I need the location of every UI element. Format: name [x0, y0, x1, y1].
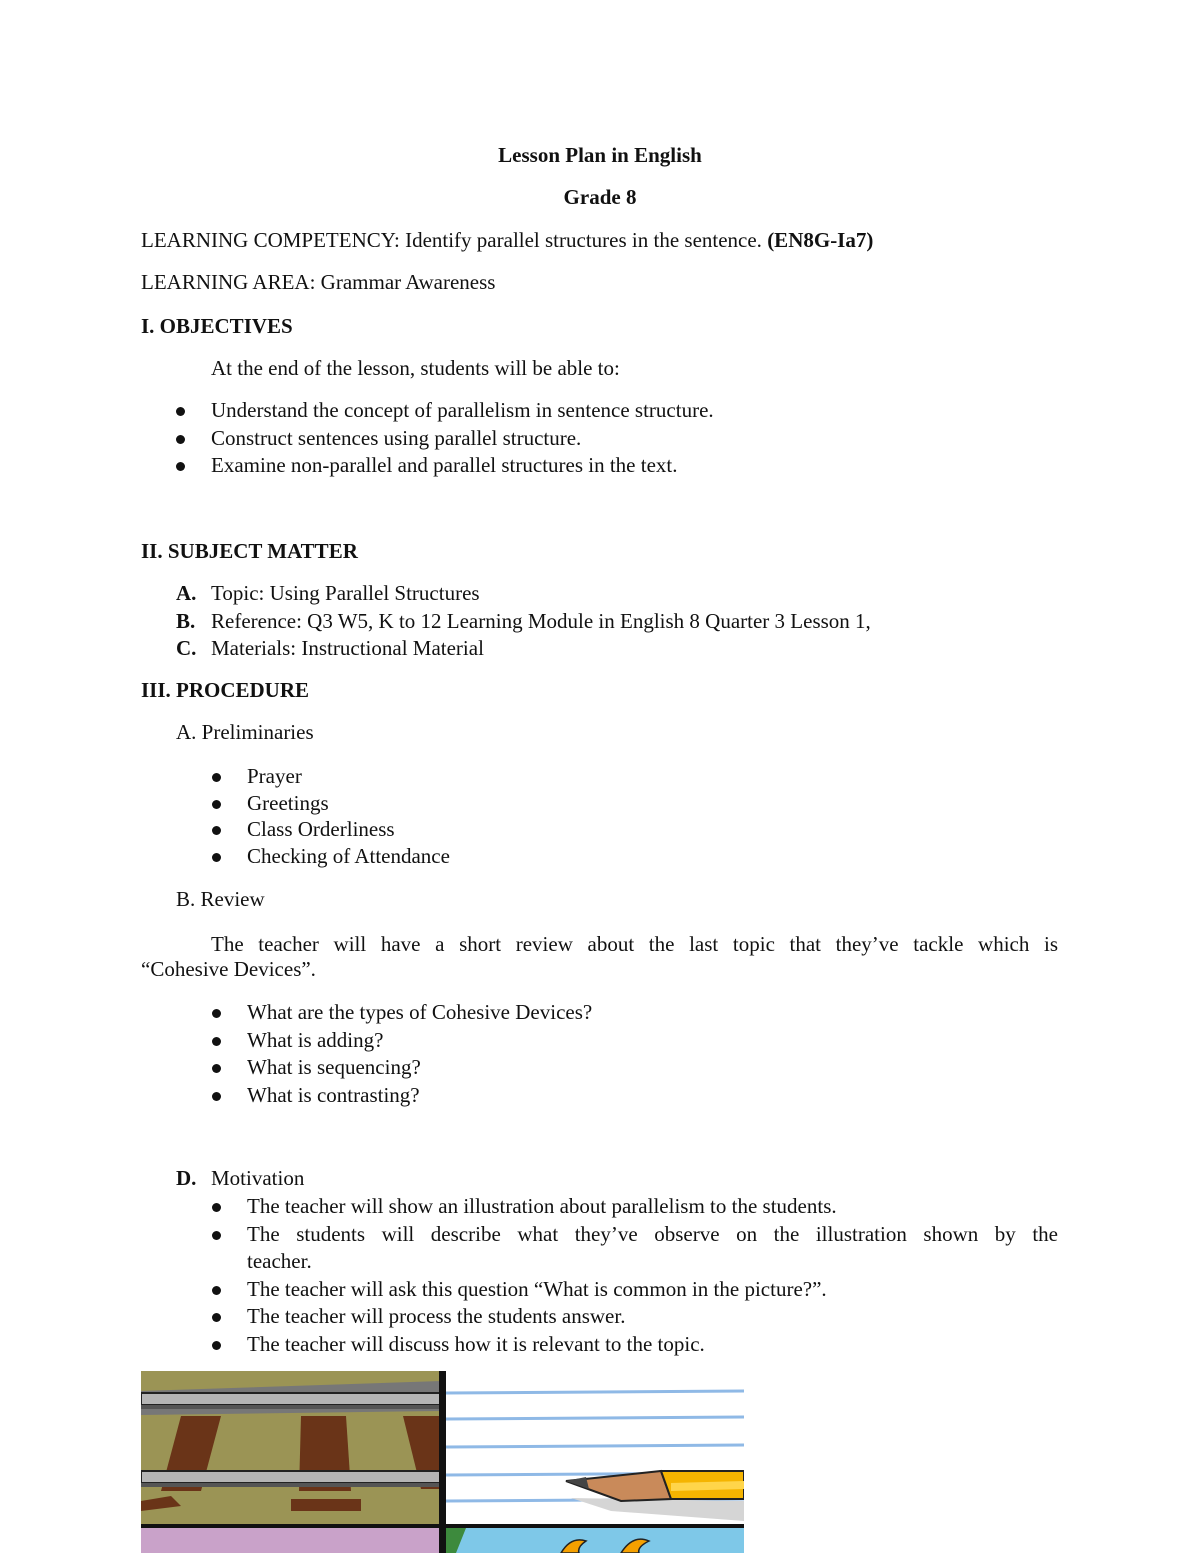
competency-text: Identify parallel structures in the sentence.: [405, 228, 768, 252]
sky-flames-panel-icon: [446, 1528, 744, 1553]
learning-area: [141, 270, 495, 295]
bullet-icon: [212, 800, 221, 809]
competency-code: (EN8G-Ia7): [767, 228, 874, 252]
list-item: Understand the concept of parallelism in sentence structure.: [211, 397, 714, 425]
list-item: B. Reference: Q3 W5, K to 12 Learning Module in English 8 Quarter 3 Lesson 1,: [176, 608, 871, 633]
list-item: The teacher will process the students answer.: [247, 1303, 1058, 1331]
motivation-list: [247, 1193, 1058, 1358]
list-item-continuation: teacher.: [247, 1249, 312, 1273]
list-item: Greetings: [247, 790, 450, 817]
bullet-icon: [212, 1203, 221, 1212]
list-item: The students will describe what they’ve observe on the illustration shown by the: [247, 1221, 1058, 1249]
list-item: A. Topic: Using Parallel Structures: [176, 581, 480, 605]
objectives-heading: I. OBJECTIVES: [141, 314, 293, 338]
list-item: The teacher will ask this question “What is common in the picture?”.: [247, 1276, 1058, 1304]
review-paragraph-line2: “Cohesive Devices”.: [141, 957, 316, 981]
list-item: Prayer: [247, 763, 450, 790]
list-item: Construct sentences using parallel structure.: [211, 425, 714, 453]
preliminaries-list: [247, 763, 450, 869]
bullet-icon: [176, 407, 185, 416]
list-item: Class Orderliness: [247, 816, 450, 843]
parallelism-illustration: [141, 1371, 744, 1553]
learning-competency: [141, 228, 873, 253]
preliminaries-label: A. Preliminaries: [176, 720, 314, 744]
review-questions-list: [247, 999, 592, 1109]
bullet-icon: [176, 462, 185, 471]
list-item: What are the types of Cohesive Devices?: [247, 999, 592, 1027]
bullet-icon: [212, 1009, 221, 1018]
bullet-icon: [176, 435, 185, 444]
list-item: The teacher will show an illustration about parallelism to the students.: [247, 1193, 1058, 1221]
bullet-icon: [212, 826, 221, 835]
bullet-icon: [212, 1231, 221, 1240]
subject-matter-heading: II. SUBJECT MATTER: [141, 539, 358, 563]
list-item: What is adding?: [247, 1027, 592, 1055]
objectives-list: [211, 397, 714, 480]
area-text: Grammar Awareness: [320, 270, 496, 294]
bullet-icon: [212, 1313, 221, 1322]
bullet-icon: [212, 1064, 221, 1073]
motivation-text: Motivation: [211, 1166, 305, 1190]
procedure-heading: III. PROCEDURE: [141, 678, 310, 702]
bullet-icon: [212, 1341, 221, 1350]
railroad-tracks-icon: [141, 1371, 441, 1527]
bullet-icon: [212, 1286, 221, 1295]
bullet-icon: [212, 1037, 221, 1046]
bullet-icon: [212, 773, 221, 782]
list-item: What is sequencing?: [247, 1054, 592, 1082]
review-paragraph-line1: The teacher will have a short review about the last topic that they’ve tackle which is: [211, 932, 1058, 956]
page-title: Lesson Plan in English: [498, 143, 702, 167]
subject-matter-list: [176, 580, 871, 663]
motivation-label: [176, 1166, 304, 1191]
bullet-icon: [212, 853, 221, 862]
review-label: B. Review: [176, 887, 265, 911]
motivation-letter: D.: [176, 1166, 197, 1190]
list-item: Examine non-parallel and parallel structures in the text.: [211, 452, 714, 480]
list-item: C. Materials: Instructional Material: [176, 636, 484, 660]
competency-label: LEARNING COMPETENCY:: [141, 228, 406, 252]
grade-label: Grade 8: [563, 185, 637, 209]
list-item: What is contrasting?: [247, 1082, 592, 1110]
purple-panel-icon: [141, 1528, 439, 1553]
list-item: The teacher will discuss how it is relevant to the topic.: [247, 1331, 1058, 1359]
bullet-icon: [212, 1092, 221, 1101]
area-label: LEARNING AREA:: [141, 270, 321, 294]
lined-paper-pencil-icon: [446, 1371, 744, 1524]
objectives-intro: At the end of the lesson, students will be able to:: [211, 356, 620, 380]
list-item: Checking of Attendance: [247, 843, 450, 870]
